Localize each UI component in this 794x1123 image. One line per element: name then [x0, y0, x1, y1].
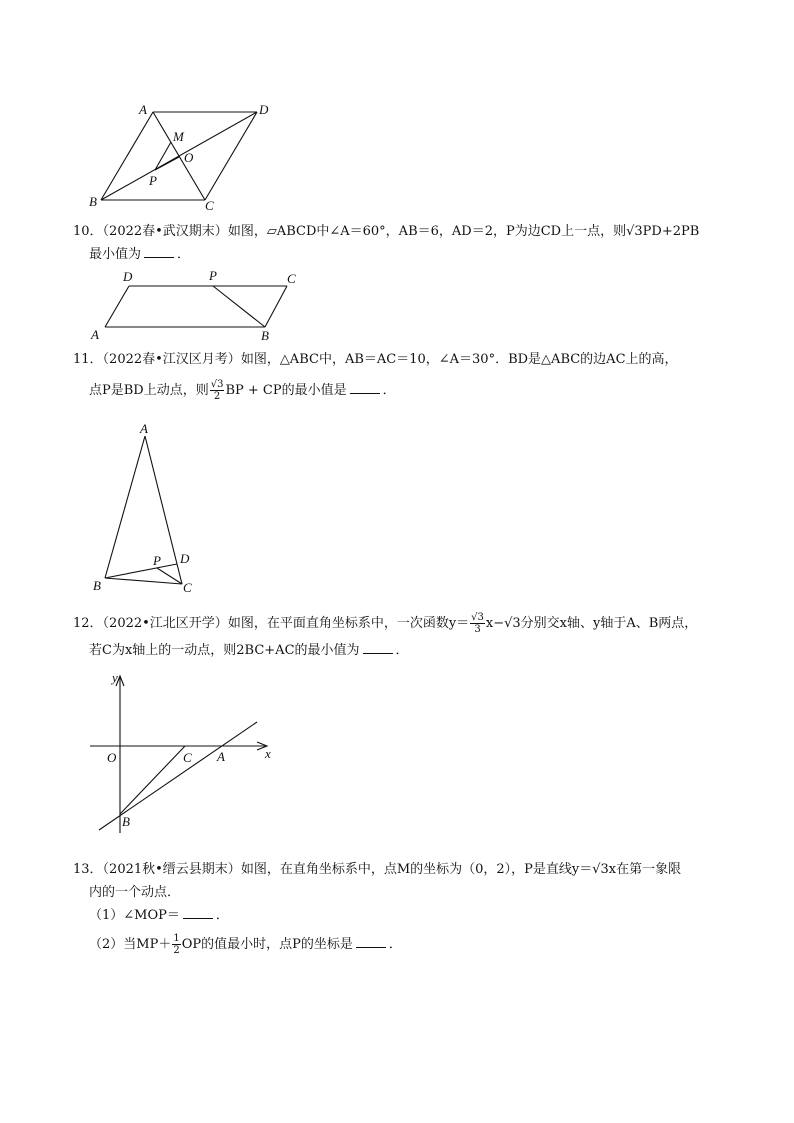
label-a: A [140, 421, 148, 436]
fraction-numerator: √3 [471, 612, 484, 623]
question-13-part-1 [73, 904, 734, 927]
question-number: 11． [73, 352, 103, 367]
question-13-part-2 [73, 933, 734, 956]
answer-blank[interactable] [363, 641, 393, 654]
question-13 [73, 858, 734, 956]
question-text: 如图，在平面直角坐标系中，一次函数y＝ [227, 616, 470, 631]
label-c: C [183, 750, 192, 765]
label-b: B [122, 814, 130, 829]
question-source: （2022•江北区开学） [102, 616, 228, 631]
question-10-line-2 [73, 243, 734, 266]
question-text: 如图，在直角坐标系中，点M的坐标为（0，2），P是直线y＝√3x在第一象限 [240, 862, 682, 877]
question-10-line-1 [73, 220, 734, 243]
label-m: M [173, 129, 184, 144]
label-o: O [184, 150, 194, 165]
punctuation: ． [215, 908, 229, 923]
question-12-line-1 [73, 612, 734, 635]
fraction-denominator: 3 [474, 624, 481, 635]
question-source: （2022春•江汉区月考） [102, 352, 241, 367]
label-a: A [217, 749, 225, 764]
question-number: 12． [73, 616, 103, 631]
punctuation: ． [382, 383, 396, 398]
question-11-line-1 [73, 348, 734, 371]
question-text: （1）∠MOP＝ [89, 908, 180, 923]
label-y: y [112, 670, 118, 685]
question-13-line-2 [73, 881, 734, 904]
label-p: P [153, 553, 161, 568]
question-text: BP + CP的最小值是 [225, 383, 347, 398]
label-c: C [183, 580, 192, 595]
fraction [172, 933, 180, 956]
answer-blank[interactable] [350, 381, 380, 394]
answer-blank[interactable] [183, 906, 213, 919]
label-b: B [261, 328, 269, 343]
label-x: x [265, 746, 271, 761]
question-number: 10． [73, 224, 103, 239]
label-d: D [259, 102, 269, 117]
label-c: C [287, 271, 296, 286]
punctuation: ． [388, 937, 402, 952]
question-text: 点P是BD上动点，则 [89, 383, 209, 398]
punctuation: ． [395, 643, 409, 658]
fraction-numerator: 1 [173, 933, 180, 944]
question-11 [73, 348, 734, 402]
answer-blank[interactable] [356, 935, 386, 948]
punctuation: ． [177, 247, 191, 262]
question-text: OP的值最小时，点P的坐标是 [181, 937, 353, 952]
label-p: P [209, 268, 217, 283]
fraction [210, 379, 225, 402]
question-text: 若C为x轴上的一动点，则2BC+AC的最小值为 [89, 643, 360, 658]
label-d: D [123, 269, 133, 284]
fraction-denominator: 2 [173, 945, 180, 956]
fraction-numerator: √3 [210, 379, 224, 390]
question-number: 13． [73, 862, 103, 877]
question-source: （2021秋•缙云县期末） [102, 862, 241, 877]
question-12-line-2 [73, 639, 734, 662]
figure-q11-triangle [85, 418, 215, 598]
figure-q10-parallelogram [85, 268, 315, 344]
question-text: （2）当MP＋ [89, 937, 172, 952]
question-text: 最小值为 [89, 247, 142, 262]
label-o: O [107, 750, 117, 765]
label-a: A [91, 327, 99, 342]
question-text: 如图，▱ABCD中∠A＝60°，AB＝6，AD＝2，P为边CD上一点，则√3PD+2PB [227, 224, 700, 239]
answer-blank[interactable] [144, 245, 174, 258]
label-b: B [93, 578, 101, 593]
label-p: P [149, 173, 157, 188]
question-13-line-1 [73, 858, 734, 881]
figure-q12-coordinate-plane [85, 668, 285, 838]
question-11-line-2 [73, 379, 734, 402]
label-d: D [180, 551, 190, 566]
label-c: C [205, 198, 214, 213]
fraction-denominator: 2 [213, 391, 221, 402]
question-text: x−√3分别交x轴、y轴于A、B两点， [485, 616, 698, 631]
figure-parallelogram-mop [85, 100, 285, 215]
question-text: 内的一个动点． [89, 885, 181, 900]
label-b: B [89, 194, 97, 209]
question-text: 如图，△ABC中，AB＝AC＝10，∠A＝30°．BD是△ABC的边AC上的高， [240, 352, 678, 367]
question-10 [73, 220, 734, 266]
fraction [470, 612, 485, 635]
question-source: （2022春•武汉期末） [102, 224, 228, 239]
label-a: A [139, 102, 147, 117]
question-12 [73, 612, 734, 662]
